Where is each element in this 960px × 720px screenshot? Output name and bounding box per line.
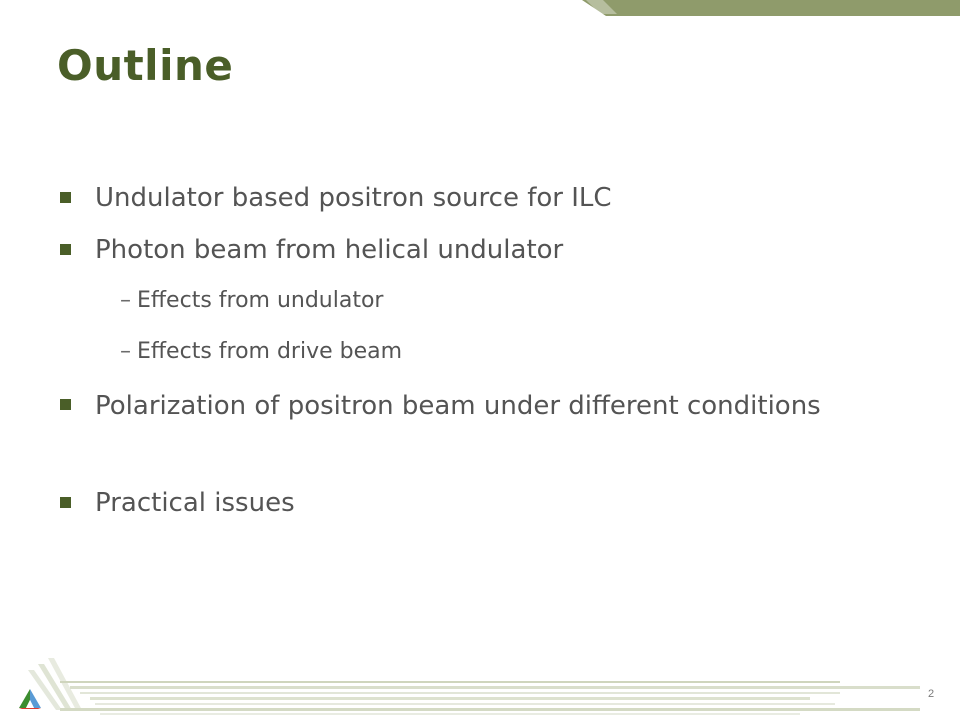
square-bullet-icon: [60, 497, 71, 508]
square-bullet-icon: [60, 244, 71, 255]
square-bullet-icon: [60, 399, 71, 410]
sub-bullet-text: Effects from drive beam: [137, 339, 403, 364]
footer-decoration: [0, 640, 960, 720]
sub-bullet-text: Effects from undulator: [137, 288, 384, 313]
bullet-text: Photon beam from helical undulator: [95, 235, 564, 265]
slide-title: Outline: [57, 41, 234, 90]
page-number: 2: [928, 688, 935, 700]
argonne-logo-icon: [18, 688, 42, 710]
square-bullet-icon: [60, 192, 71, 203]
bullet-text: Undulator based positron source for ILC: [95, 183, 612, 213]
dash-bullet-icon: –: [120, 288, 131, 313]
dash-bullet-icon: –: [120, 339, 131, 364]
bullet-text: Polarization of positron beam under different conditions: [95, 391, 821, 421]
bullet-text: Practical issues: [95, 488, 295, 518]
